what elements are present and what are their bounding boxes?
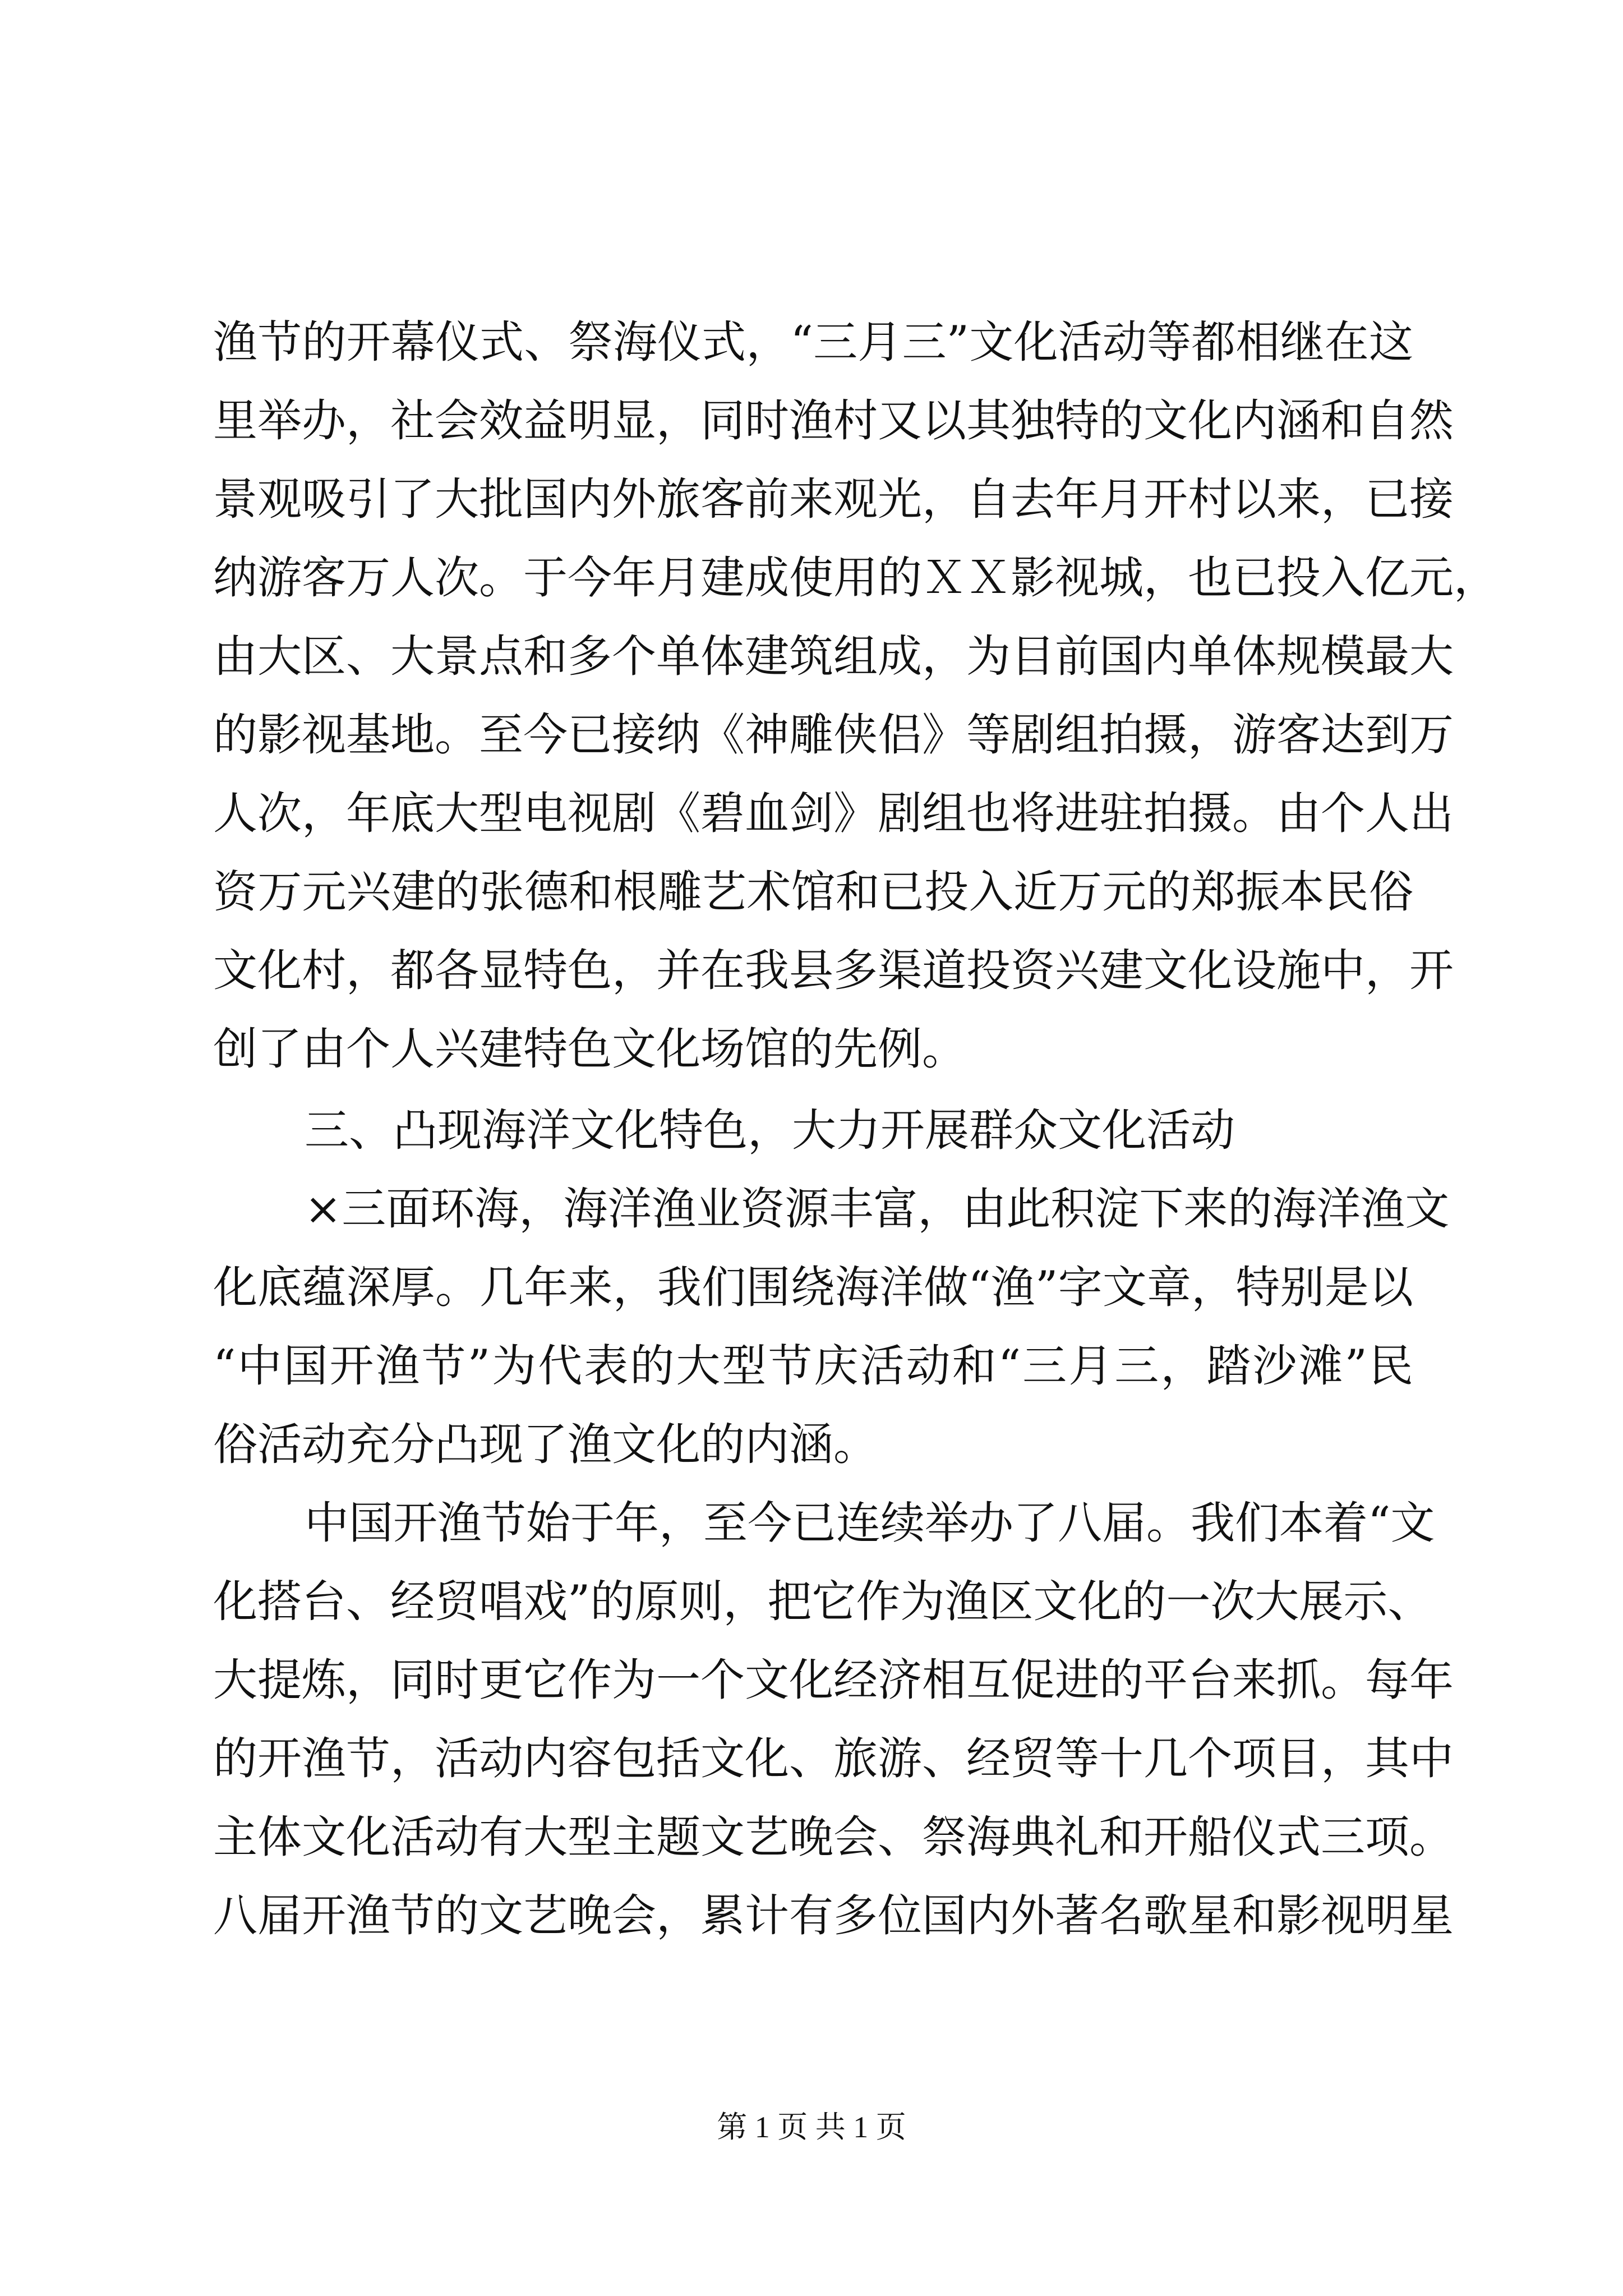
body-line-16: 中国开渔节始于年，至今已连续举办了八届。我们本着“文 <box>305 1497 1435 1549</box>
body-line-1: 渔节的开幕仪式、祭海仪式，“三月三”文化活动等都相继在这 <box>213 316 1413 368</box>
body-line-15: 俗活动充分凸现了渔文化的内涵。 <box>213 1419 878 1470</box>
body-line-18: 大提炼，同时更它作为一个文化经济相互促进的平台来抓。每年 <box>213 1654 1454 1706</box>
body-line-9: 文化村，都各显特色，并在我县多渠道投资兴建文化设施中，开 <box>213 945 1454 996</box>
body-line-13: 化底蕴深厚。几年来，我们围绕海洋做“渔”字文章，特别是以 <box>213 1262 1413 1313</box>
body-line-6: 的影视基地。至今已接纳《神雕侠侣》等剧组拍摄，游客达到万 <box>213 709 1454 761</box>
body-line-10: 创了由个人兴建特色文化场馆的先例。 <box>213 1023 966 1075</box>
page-footer: 第 1 页 共 1 页 <box>717 2110 906 2144</box>
body-line-21: 八届开渔节的文艺晚会，累计有多位国内外著名歌星和影视明星 <box>213 1890 1454 1941</box>
section-heading: 三、凸现海洋文化特色，大力开展群众文化活动 <box>305 1105 1235 1156</box>
body-line-5: 由大区、大景点和多个单体建筑组成，为目前国内单体规模最大 <box>213 631 1454 682</box>
body-line-3: 景观吸引了大批国内外旅客前来观光，自去年月开村以来，已接 <box>213 473 1454 525</box>
body-line-4: 纳游客万人次。于今年月建成使用的ＸＸ影视城，也已投入亿元， <box>213 552 1498 604</box>
body-line-8: 资万元兴建的张德和根雕艺术馆和已投入近万元的郑振本民俗 <box>213 866 1413 918</box>
body-line-7: 人次，年底大型电视剧《碧血剑》剧组也将进驻拍摄。由个人出 <box>213 788 1454 839</box>
body-line-20: 主体文化活动有大型主题文艺晚会、祭海典礼和开船仪式三项。 <box>213 1811 1454 1863</box>
body-line-19: 的开渔节，活动内容包括文化、旅游、经贸等十几个项目，其中 <box>213 1733 1454 1784</box>
body-line-17: 化搭台、经贸唱戏”的原则，把它作为渔区文化的一次大展示、 <box>213 1576 1432 1627</box>
body-line-12: ×三面环海，海洋渔业资源丰富，由此积淀下来的海洋渔文 <box>305 1183 1450 1235</box>
body-line-14: “中国开渔节”为代表的大型节庆活动和“三月三，踏沙滩”民 <box>213 1340 1413 1392</box>
body-line-2: 里举办，社会效益明显，同时渔村又以其独特的文化内涵和自然 <box>213 395 1454 447</box>
